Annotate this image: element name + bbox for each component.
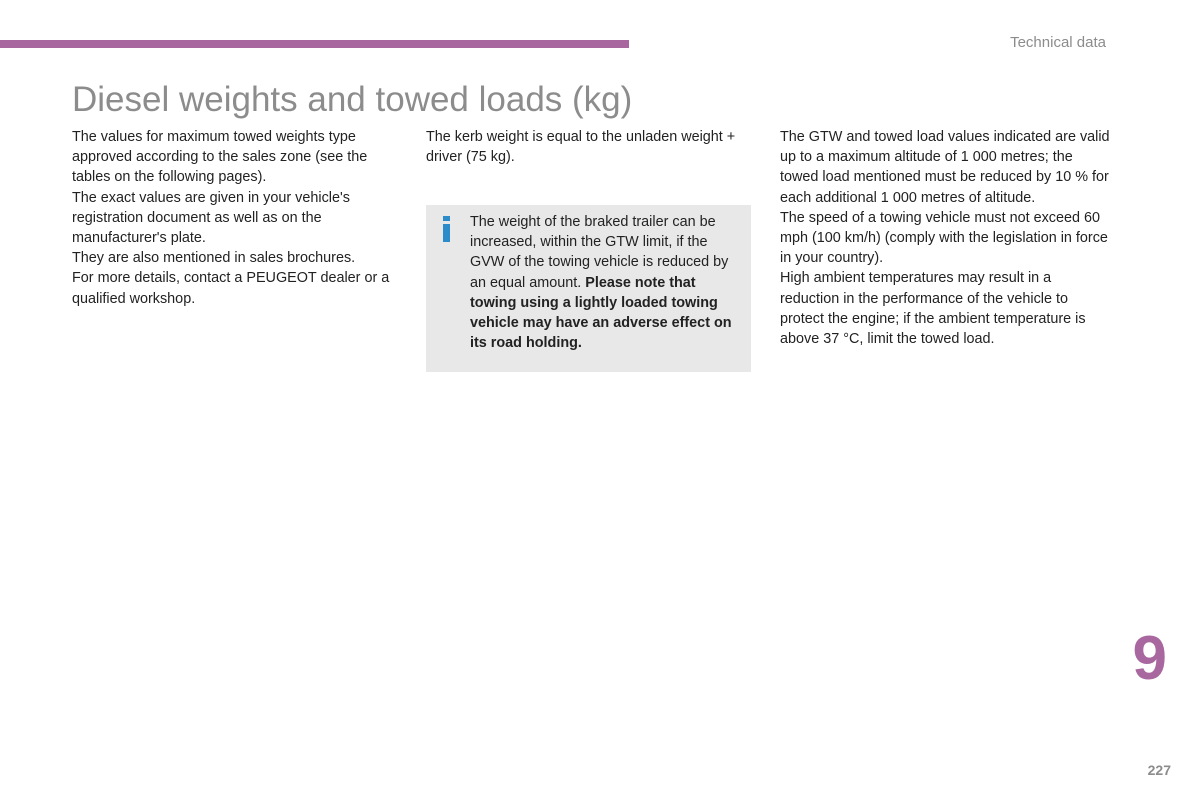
paragraph: For more details, contact a PEUGEOT dealer or a qualified workshop. xyxy=(72,270,390,307)
section-label: Technical data xyxy=(1010,34,1106,51)
text-column-middle xyxy=(426,127,751,167)
info-text-regular: The weight of the braked trailer can be increased, within the GTW limit, if the GVW of the towing vehicle is reduced by an equal amount. xyxy=(470,214,729,291)
page-title: Diesel weights and towed loads (kg) xyxy=(72,80,633,119)
info-text-bold: Please note that towing using a lightly loaded towing vehicle may have an adverse effect on its road holding. xyxy=(470,274,732,352)
info-icon xyxy=(440,216,452,242)
chapter-number: 9 xyxy=(1132,624,1167,693)
paragraph: The GTW and towed load values indicated are valid up to a maximum altitude of 1 000 metres; the towed load mentioned must be reduced by 10 % for each additional 1 000 metres of altitude. xyxy=(780,129,1110,206)
page-number: 227 xyxy=(1147,762,1171,778)
paragraph: The kerb weight is equal to the unladen weight + driver (75 kg). xyxy=(426,129,736,166)
section-accent-bar xyxy=(0,40,629,48)
paragraph: The values for maximum towed weights type approved according to the sales zone (see the tables on the following pages). xyxy=(72,129,368,186)
info-box xyxy=(426,205,751,372)
paragraph: The exact values are given in your vehicle's registration document as well as on the manufacturer's plate. xyxy=(72,189,350,247)
info-text xyxy=(470,212,742,353)
paragraph: They are also mentioned in sales brochures. xyxy=(72,250,356,267)
paragraph: High ambient temperatures may result in a reduction in the performance of the vehicle to protect the engine; if the ambient temperature is above 37 °C, limit the towed load. xyxy=(780,270,1086,348)
text-column-left xyxy=(72,127,397,309)
text-column-right xyxy=(780,127,1110,349)
paragraph: The speed of a towing vehicle must not exceed 60 mph (100 km/h) (comply with the legislation in force in your country). xyxy=(780,209,1108,267)
